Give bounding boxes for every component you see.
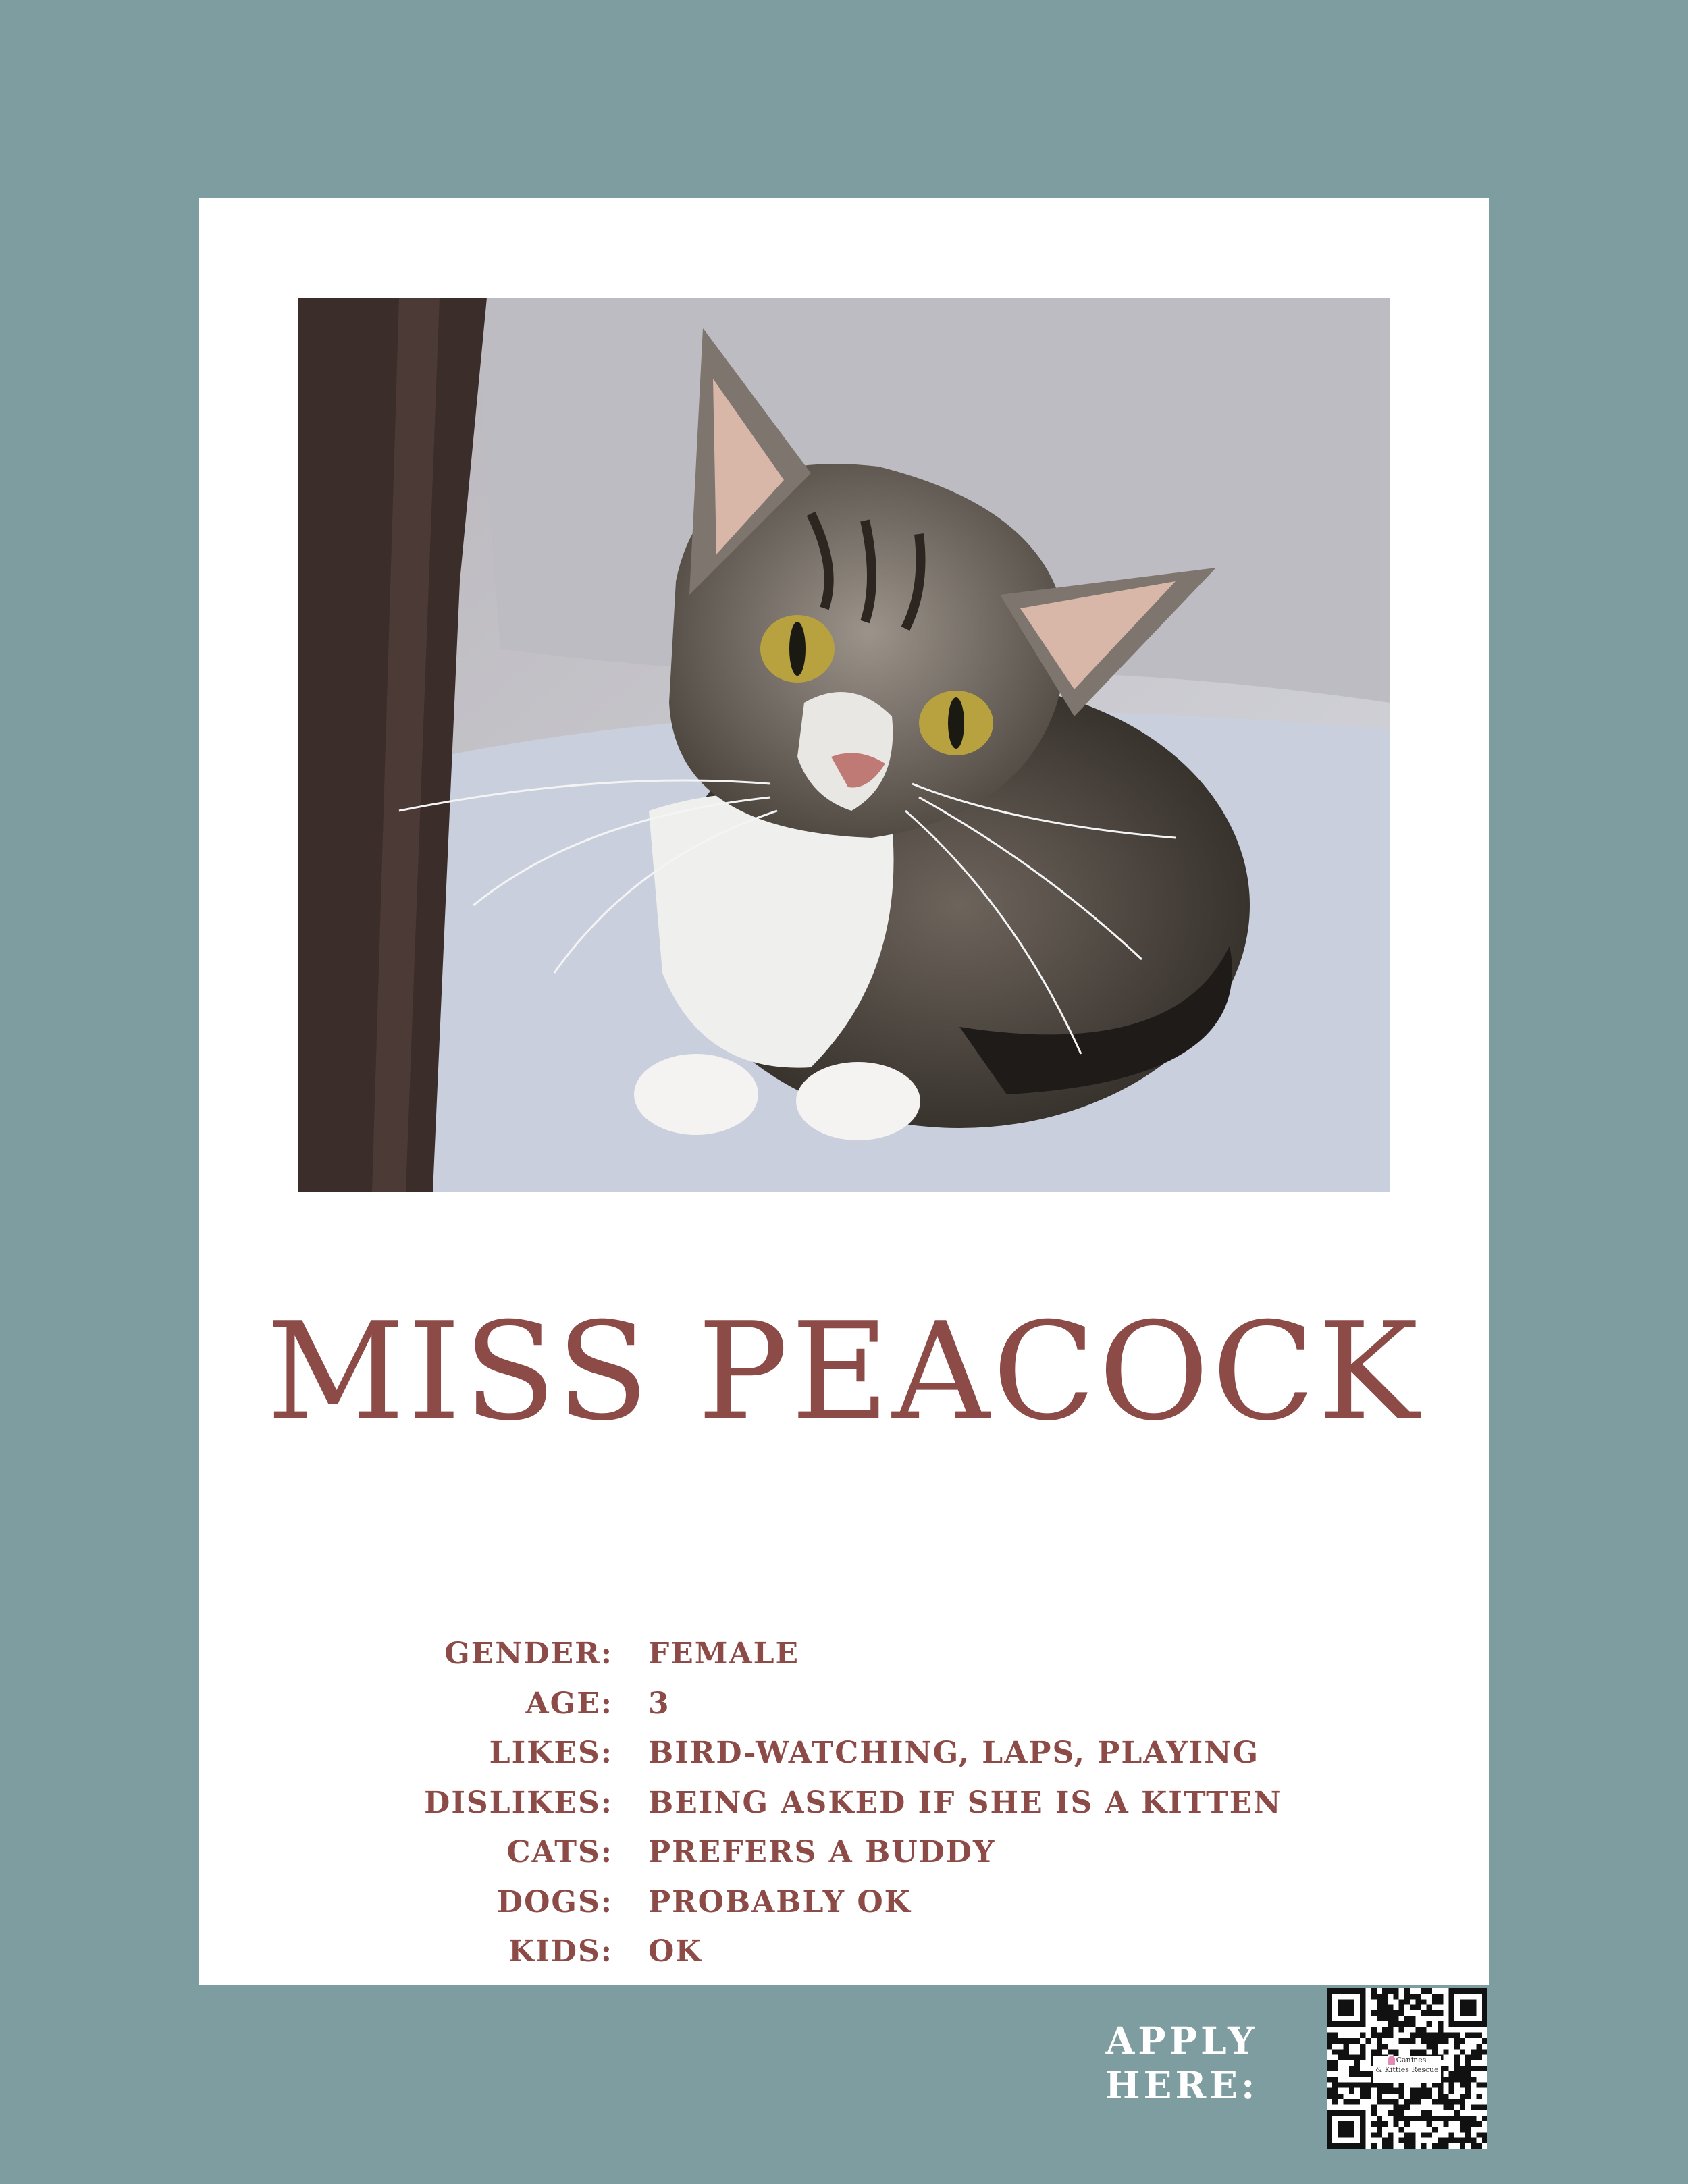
apply-here-text	[1094, 2019, 1269, 2108]
apply-line-2: HERE:	[1105, 2063, 1259, 2107]
detail-value: OK	[648, 1934, 703, 1969]
poster-card	[199, 198, 1489, 1985]
detail-label: LIKES:	[489, 1736, 613, 1771]
apply-line-1: APPLY	[1105, 2019, 1258, 2062]
detail-row-cats	[280, 1828, 1394, 1877]
detail-row-kids	[280, 1927, 1394, 1977]
rescue-logo	[1373, 2056, 1441, 2083]
detail-label: DOGS:	[496, 1884, 613, 1919]
cat-name: MISS PEACOCK	[266, 1294, 1422, 1451]
rescue-logo-icon	[1388, 2056, 1395, 2065]
detail-value: PROBABLY OK	[648, 1884, 912, 1919]
detail-label: CATS:	[506, 1835, 613, 1870]
detail-row-dislikes	[280, 1778, 1394, 1828]
detail-label: GENDER:	[444, 1636, 613, 1672]
detail-value: FEMALE	[648, 1636, 800, 1672]
detail-label: AGE:	[525, 1686, 613, 1721]
detail-value: PREFERS A BUDDY	[648, 1835, 996, 1870]
detail-value: BEING ASKED IF SHE IS A KITTEN	[648, 1785, 1282, 1820]
detail-row-gender	[280, 1629, 1394, 1679]
qr-code[interactable]	[1327, 1988, 1487, 2149]
detail-value: BIRD-WATCHING, LAPS, PLAYING	[648, 1736, 1260, 1771]
detail-label: KIDS:	[508, 1934, 613, 1969]
cat-illustration	[298, 298, 1390, 1192]
detail-value: 3	[648, 1686, 670, 1721]
details-list	[280, 1629, 1394, 1977]
detail-row-age	[280, 1679, 1394, 1729]
detail-label: DISLIKES:	[424, 1785, 613, 1820]
rescue-logo-line-1: Canines	[1396, 2056, 1427, 2065]
rescue-logo-line-2: & Kitties Rescue	[1375, 2065, 1439, 2074]
cat-photo	[298, 298, 1390, 1192]
detail-row-dogs	[280, 1877, 1394, 1927]
detail-row-likes	[280, 1728, 1394, 1778]
